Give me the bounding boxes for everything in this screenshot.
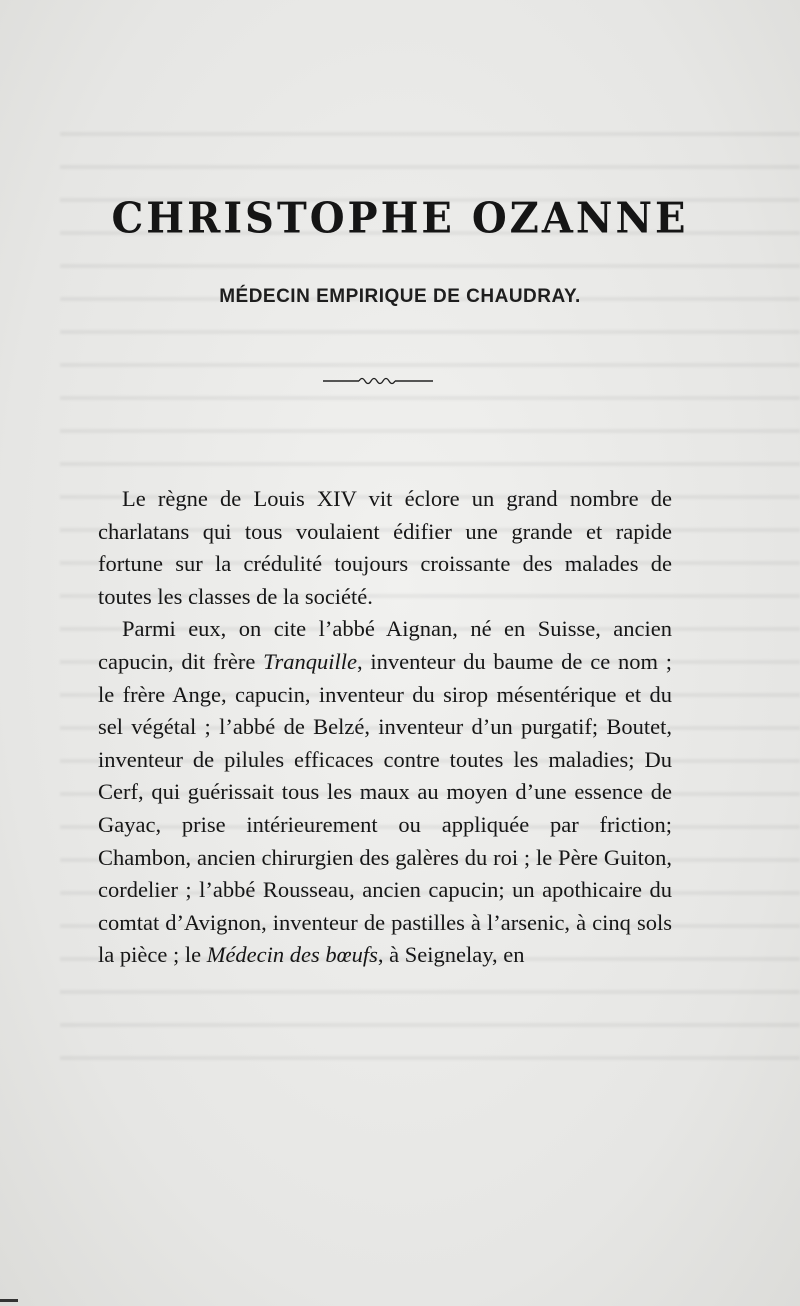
chapter-subtitle: MÉDECIN EMPIRIQUE DE CHAUDRAY.: [219, 286, 581, 307]
text-run: Le règne de Louis XIV vit éclore un grand nombre de charlatans qui tous voulaient édifier une grande et rapide fortune sur la crédulité toujours croissante des malades de toutes les classes de la société.: [98, 486, 672, 609]
paragraph: [98, 483, 672, 613]
text-run: Parmi eux, on cite l’abbé Aignan, né en Suisse, ancien capucin, dit frère: [98, 616, 672, 674]
ornament-divider: [323, 374, 433, 386]
chapter-title: CHRISTOPHE OZANNE: [111, 193, 689, 244]
italic-text: Médecin des bœufs: [206, 942, 378, 968]
text-run: , à Seignelay, en: [377, 942, 525, 968]
body-text: [98, 483, 672, 972]
paragraph: [98, 613, 672, 972]
text-run: , inventeur du baume de ce nom ; le frère Ange, capucin, inventeur du sirop mésentérique et du sel végétal ; l’abbé de Belzé, inventeur d’un purgatif; Boutet, inventeur de pilules efficaces contre toutes les maladies; Du Cerf, qui guérissait tous les maux au moyen d’une essence de Gayac, prise intérieurement ou appliquée par friction; Chambon, ancien chirurgien des galères du roi ; le Père Guiton, cordelier ; l’abbé Rousseau, ancien capucin; un apothicaire du comtat d’Avignon, inventeur de pastilles à l’arsenic, à cinq sols la pièce ; le: [98, 648, 673, 968]
scan-edge-mark: [0, 1299, 18, 1302]
italic-text: Tranquille: [263, 648, 357, 674]
